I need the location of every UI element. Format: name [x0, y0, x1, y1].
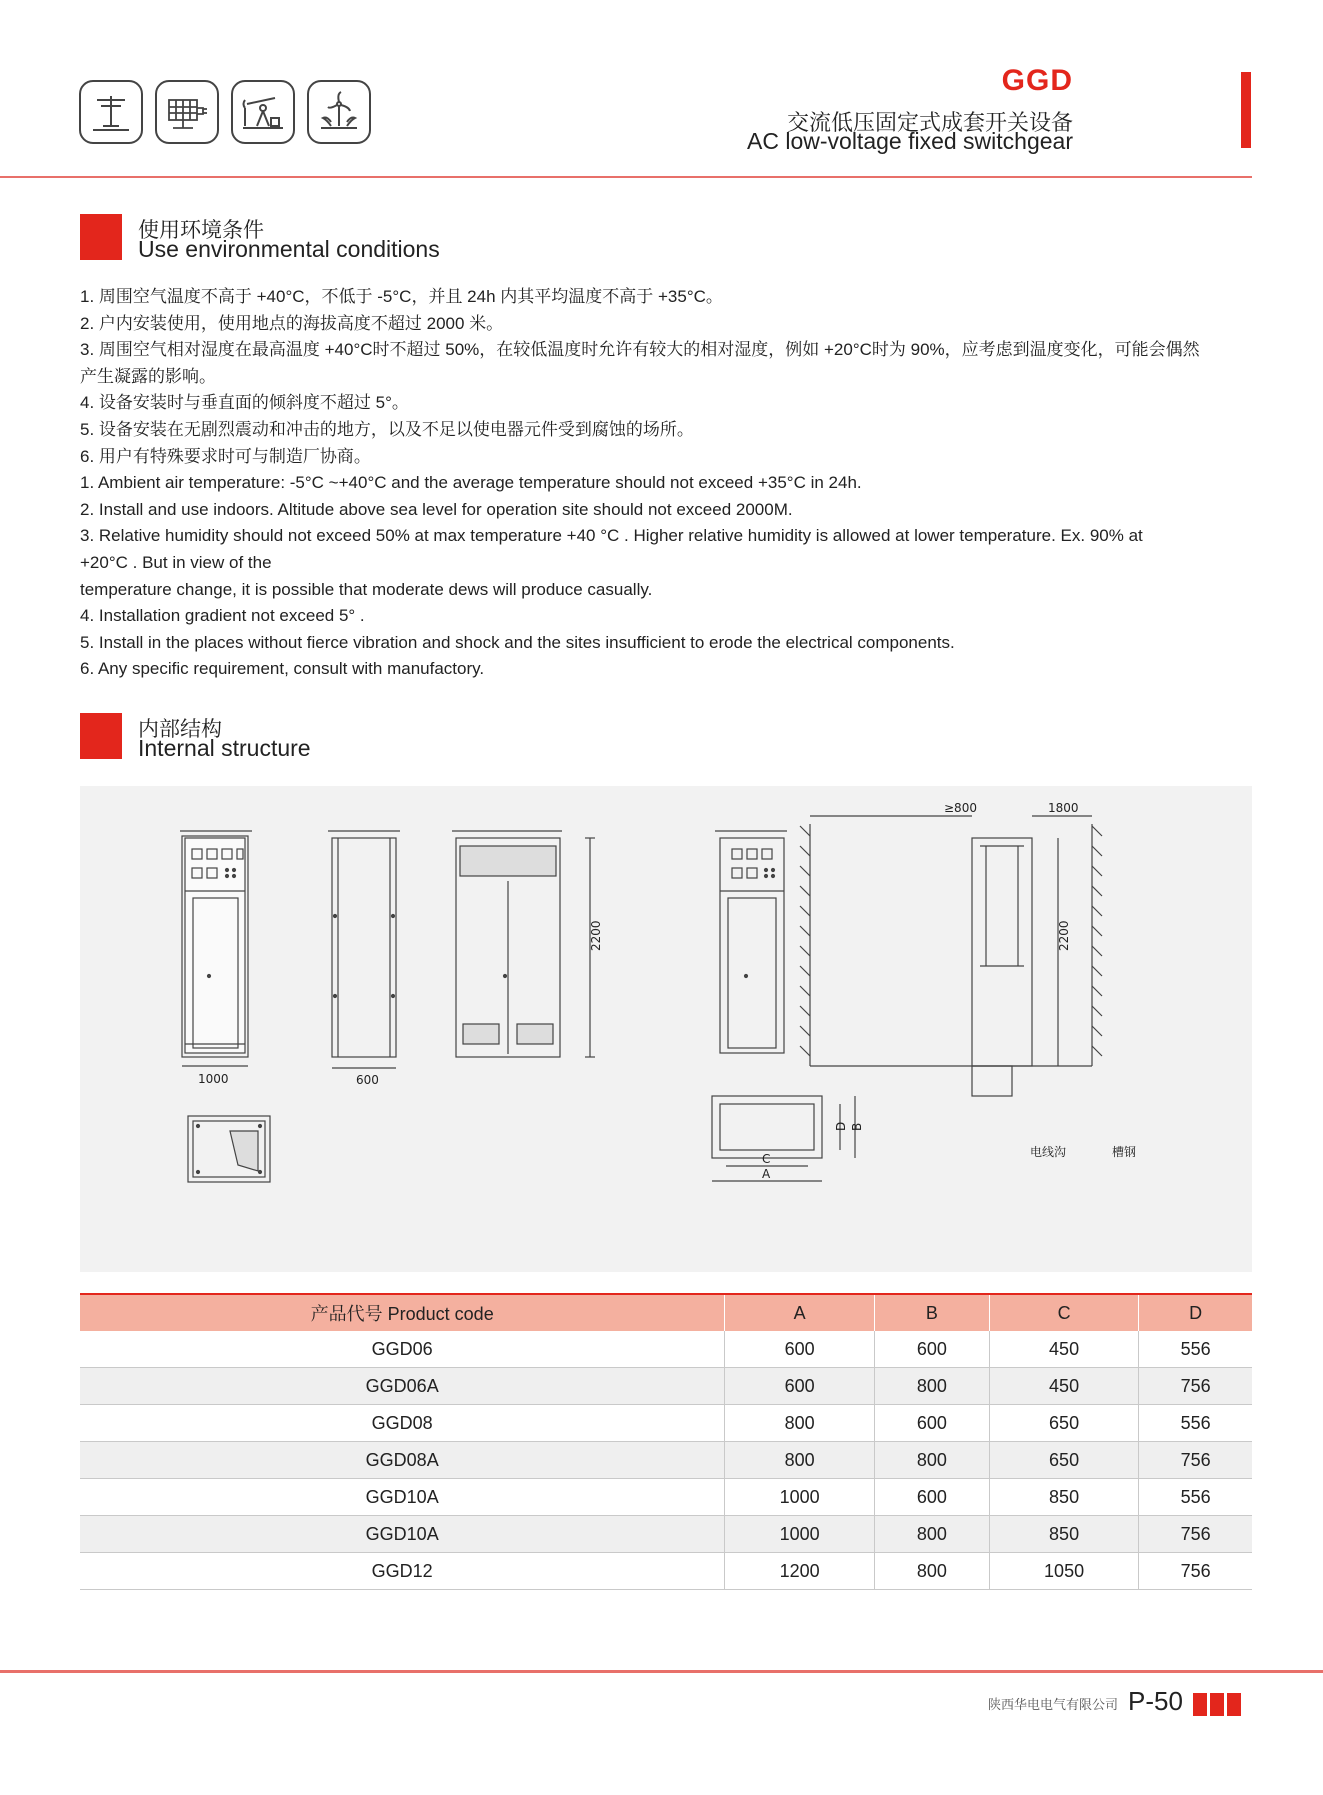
structure-drawing-svg	[80, 786, 1252, 1272]
condition-line: 2. Install and use indoors. Altitude above sea level for operation site should not exceed 2000M.	[80, 499, 793, 519]
table-row	[80, 1479, 1252, 1516]
oil-pump-icon	[233, 82, 293, 142]
footer-accent-block	[1210, 1693, 1224, 1716]
table-cell: 650	[989, 1405, 1139, 1442]
condition-line: 1. Ambient air temperature: -5°C ~+40°C and the average temperature should not exceed +35°C in 24h.	[80, 473, 862, 493]
dim-width-front: 1000	[198, 1072, 229, 1086]
col-header: D	[1139, 1294, 1252, 1331]
table-row	[80, 1368, 1252, 1405]
condition-line: +20°C . But in view of the	[80, 552, 272, 572]
table-cell: 756	[1139, 1516, 1252, 1553]
condition-line: 3. 周围空气相对湿度在最高温度 +40°C时不超过 50%，在较低温度时允许有较大的相对湿度，例如 +20°C时为 90%，应考虑到温度变化，可能会偶然	[80, 340, 1200, 360]
footer-accent-block	[1227, 1693, 1241, 1716]
table-cell: 450	[989, 1368, 1139, 1405]
table-cell: 850	[989, 1479, 1139, 1516]
label-c: C	[762, 1152, 771, 1166]
table-cell: 450	[989, 1331, 1139, 1368]
condition-line: 3. Relative humidity should not exceed 50% at max temperature +40 °C . Higher relative humidity is allowed at lower temperature. Ex. 90% at	[80, 526, 1143, 546]
condition-line: 1. 周围空气温度不高于 +40°C，不低于 -5°C，并且 24h 内其平均温度不高于 +35°C。	[80, 287, 723, 306]
col-header: 产品代号 Product code	[80, 1294, 725, 1331]
table-cell: 600	[725, 1331, 875, 1368]
table-row	[80, 1553, 1252, 1590]
table-cell: 800	[725, 1405, 875, 1442]
company-name: 陕西华电电气有限公司	[988, 1697, 1119, 1712]
product-code-title: GGD	[1001, 64, 1073, 97]
condition-line: 5. Install in the places without fierce vibration and shock and the sites insufficient to erode the electrical components.	[80, 632, 955, 652]
solar-panel-plug-icon	[157, 82, 217, 142]
condition-line: 2. 户内安装使用，使用地点的海拔高度不超过 2000 米。	[80, 313, 504, 333]
table-cell: GGD08	[80, 1405, 725, 1442]
table-cell: 1200	[725, 1553, 875, 1590]
installation-section-view	[800, 816, 1102, 1096]
section-marker	[80, 214, 122, 260]
table-cell: 600	[874, 1405, 989, 1442]
header-accent-bar	[1241, 72, 1251, 148]
dim-height-install: 2200	[1057, 920, 1071, 951]
section1-title-cn: 使用环境条件	[138, 219, 264, 242]
label-a: A	[762, 1167, 771, 1181]
cabinet-side-view	[328, 831, 400, 1068]
header-divider	[0, 176, 1252, 178]
table-row	[80, 1516, 1252, 1553]
internal-structure-drawing	[80, 786, 1252, 1272]
table-cell: GGD12	[80, 1553, 725, 1590]
table-cell: 800	[725, 1442, 875, 1479]
label-d: D	[834, 1121, 848, 1131]
table-cell: GGD10A	[80, 1479, 725, 1516]
page-number: P-50	[1128, 1686, 1183, 1716]
table-cell: 1000	[725, 1516, 875, 1553]
oil-pump-icon-box	[231, 80, 295, 144]
power-tower-icon	[81, 82, 141, 142]
dim-width-side: 600	[356, 1073, 379, 1087]
table-cell: 800	[874, 1516, 989, 1553]
table-row	[80, 1331, 1252, 1368]
solar-panel-plug-icon-box	[155, 80, 219, 144]
table-cell: 850	[989, 1516, 1139, 1553]
section1-title-en: Use environmental conditions	[138, 236, 440, 262]
table-cell: 556	[1139, 1331, 1252, 1368]
condition-line: 4. Installation gradient not exceed 5° .	[80, 606, 365, 626]
table-row	[80, 1405, 1252, 1442]
condition-line: temperature change, it is possible that moderate dews will produce casually.	[80, 579, 653, 599]
table-cell: 600	[874, 1331, 989, 1368]
dim-height: 2200	[589, 920, 603, 951]
table-cell: 800	[874, 1442, 989, 1479]
table-cell: 800	[874, 1553, 989, 1590]
table-cell: GGD06A	[80, 1368, 725, 1405]
table-cell: GGD06	[80, 1331, 725, 1368]
section2-title-cn: 内部结构	[138, 718, 222, 741]
cabinet-front-view	[180, 831, 252, 1066]
table-cell: 800	[874, 1368, 989, 1405]
cabinet-rear-view	[452, 831, 595, 1057]
table-cell: GGD08A	[80, 1442, 725, 1479]
table-cell: 1050	[989, 1553, 1139, 1590]
product-title-en: AC low-voltage fixed switchgear	[747, 128, 1073, 154]
table-cell: 556	[1139, 1479, 1252, 1516]
table-cell: 756	[1139, 1442, 1252, 1479]
table-header-row	[80, 1294, 1252, 1331]
table-cell: 756	[1139, 1553, 1252, 1590]
col-header: B	[874, 1294, 989, 1331]
base-plan-view	[188, 1116, 270, 1182]
footer-divider	[0, 1670, 1323, 1673]
table-cell: 600	[874, 1479, 989, 1516]
conditions-list	[80, 284, 1252, 683]
condition-line: 6. Any specific requirement, consult with manufactory.	[80, 659, 485, 679]
power-tower-icon-box	[79, 80, 143, 144]
wind-turbine-icon	[309, 82, 369, 142]
table-cell: GGD10A	[80, 1516, 725, 1553]
wind-turbine-icon-box	[307, 80, 371, 144]
table-row	[80, 1442, 1252, 1479]
condition-line: 5. 设备安装在无剧烈震动和冲击的地方，以及不足以使电器元件受到腐蚀的场所。	[80, 419, 694, 439]
condition-line: 6. 用户有特殊要求时可与制造厂协商。	[80, 446, 371, 466]
dimensions-table	[80, 1293, 1252, 1590]
table-cell: 1000	[725, 1479, 875, 1516]
label-cable-trench: 电线沟	[1030, 1145, 1067, 1159]
label-b: B	[850, 1122, 864, 1131]
dim-clearance-rear: 1800	[1048, 801, 1079, 815]
table-cell: 600	[725, 1368, 875, 1405]
section2-title-en: Internal structure	[138, 735, 311, 761]
dim-clearance-front: ≥800	[944, 801, 977, 815]
col-header: C	[989, 1294, 1139, 1331]
cabinet-front-view-2	[715, 831, 787, 1053]
section-marker	[80, 713, 122, 759]
foundation-plan-view	[712, 1096, 855, 1181]
table-cell: 756	[1139, 1368, 1252, 1405]
condition-line: 4. 设备安装时与垂直面的倾斜度不超过 5°。	[80, 393, 409, 413]
product-title-cn: 交流低压固定式成套开关设备	[786, 110, 1073, 135]
label-channel-steel: 槽钢	[1112, 1145, 1137, 1159]
table-cell: 650	[989, 1442, 1139, 1479]
footer-accent-block	[1193, 1693, 1207, 1716]
table-cell: 556	[1139, 1405, 1252, 1442]
condition-line: 产生凝露的影响。	[80, 366, 216, 386]
col-header: A	[725, 1294, 875, 1331]
